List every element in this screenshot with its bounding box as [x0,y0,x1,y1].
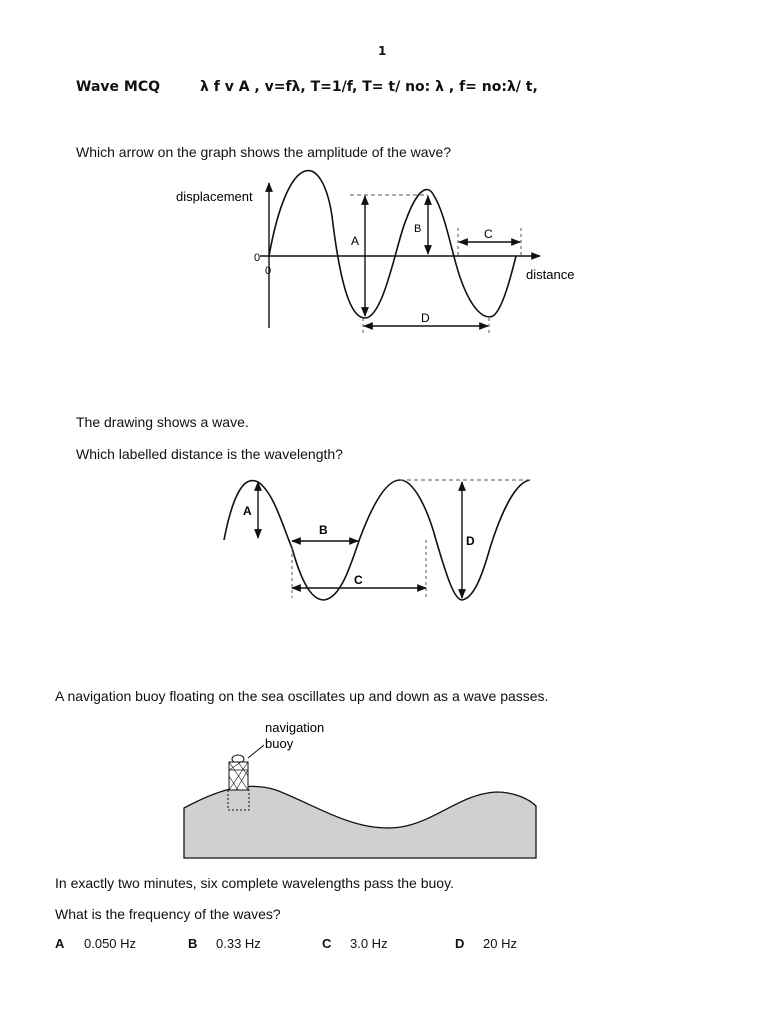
option-a-value: 0.050 Hz [84,936,137,951]
q1-label-c: C [484,227,493,241]
q1-x-axis-label: distance [526,267,575,282]
buoy-label-line1: navigation [265,720,325,735]
q1-label-b: B [414,223,422,235]
q2-label-b: B [319,523,328,537]
worksheet-title: Wave MCQ [76,79,160,95]
option-d-letter: D [455,936,465,951]
page-number: 1 [378,44,387,58]
option-b-value: 0.33 Hz [216,936,261,951]
option-c-letter: C [322,936,332,951]
q1-question: Which arrow on the graph shows the amplitude of the wave? [76,144,452,160]
q1-y-axis-label: displacement [176,189,253,204]
option-c-value: 3.0 Hz [350,936,388,951]
q2-intro: The drawing shows a wave. [76,414,249,430]
option-b-letter: B [188,936,198,951]
option-d-value: 20 Hz [483,936,517,951]
q2-label-a: A [243,504,252,518]
sea-surface [184,786,536,858]
q3-question: What is the frequency of the waves? [55,906,281,922]
q1-y-origin-label: 0 [254,252,261,264]
q1-label-d: D [421,311,430,325]
q3-statement: In exactly two minutes, six complete wavelengths pass the buoy. [55,875,454,891]
q1-label-a: A [351,234,360,248]
q2-label-c: C [354,573,363,587]
q3-intro: A navigation buoy floating on the sea oscillates up and down as a wave passes. [55,688,549,704]
q2-question: Which labelled distance is the wavelength? [76,446,343,462]
buoy-label-line2: buoy [265,736,294,751]
option-a-letter: A [55,936,65,951]
q1-x-origin-label: 0 [265,265,272,277]
q2-label-d: D [466,534,475,548]
formula-line: λ f v A , v=fλ, T=1/f, T= t/ no: λ , f= no:λ/ t, [200,79,538,95]
